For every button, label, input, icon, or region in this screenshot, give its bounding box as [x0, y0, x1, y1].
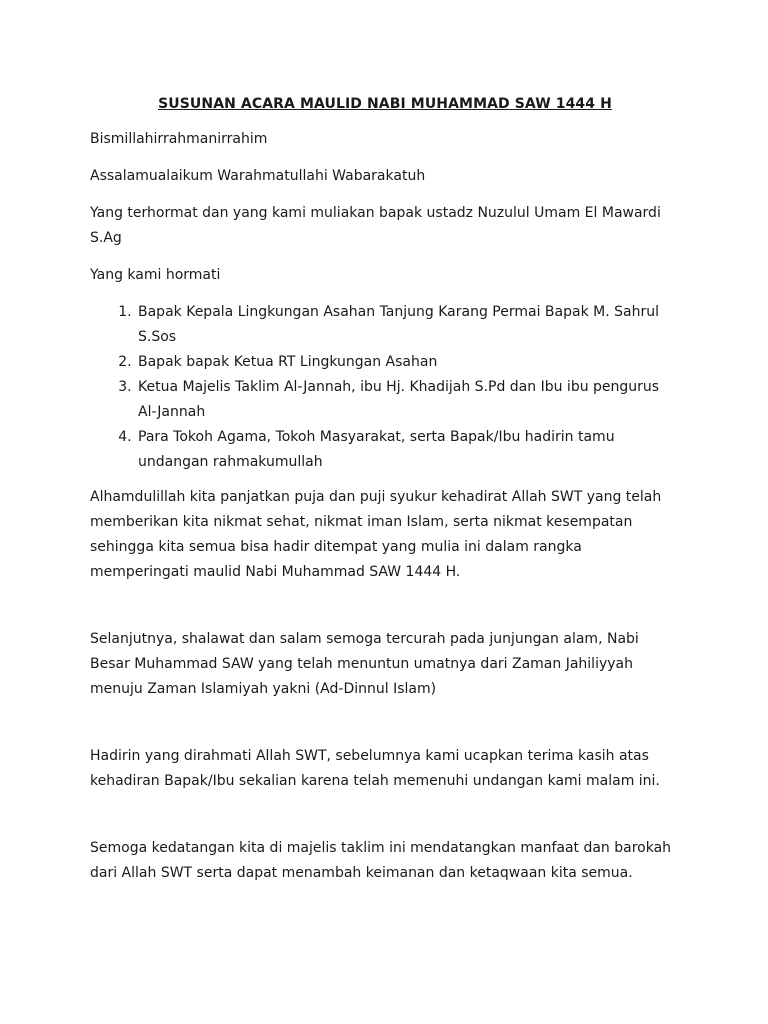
gratitude-paragraph: Alhamdulillah kita panjatkan puja dan puji syukur kehadirat Allah SWT yang telah memberikan kita nikmat sehat, nikmat iman Islam, serta nikmat kesempatan sehingga kita semua bisa hadir ditempat yang mulia ini dalam rangka memperingati maulid Nabi Muhammad SAW 1444 H. — [90, 489, 662, 580]
thanks-paragraph: Hadirin yang dirahmati Allah SWT, sebelumnya kami ucapkan terima kasih atas kehadiran Bapak/Ibu sekalian karena telah memenuhi undangan kami malam ini. — [90, 748, 660, 789]
list-item: 2. Bapak bapak Ketua RT Lingkungan Asahan — [136, 350, 680, 375]
respected-list — [90, 300, 680, 475]
salam-line: Assalamualaikum Warahmatullahi Wabarakatuh — [90, 168, 426, 184]
document-title: SUSUNAN ACARA MAULID NABI MUHAMMAD SAW 1444 H — [158, 96, 612, 112]
basmalah-line: Bismillahirrahmanirrahim — [90, 131, 268, 147]
honored-guest-paragraph: Yang terhormat dan yang kami muliakan bapak ustadz Nuzulul Umam El Mawardi S.Ag — [90, 205, 661, 246]
respected-intro: Yang kami hormati — [90, 267, 221, 283]
list-item: 4. Para Tokoh Agama, Tokoh Masyarakat, serta Bapak/Ibu hadirin tamu undangan rahmakumullah — [136, 425, 680, 475]
list-item: 1. Bapak Kepala Lingkungan Asahan Tanjung Karang Permai Bapak M. Sahrul S.Sos — [136, 300, 680, 350]
hope-paragraph: Semoga kedatangan kita di majelis taklim ini mendatangkan manfaat dan barokah dari Allah SWT serta dapat menambah keimanan dan ketaqwaan kita semua. — [90, 840, 672, 881]
shalawat-paragraph: Selanjutnya, shalawat dan salam semoga tercurah pada junjungan alam, Nabi Besar Muhammad SAW yang telah menuntun umatnya dari Zaman Jahiliyyah menuju Zaman Islamiyah yakni (Ad-Dinnul Islam) — [90, 631, 639, 697]
list-item: 3. Ketua Majelis Taklim Al-Jannah, ibu Hj. Khadijah S.Pd dan Ibu ibu pengurus Al-Jannah — [136, 375, 680, 425]
